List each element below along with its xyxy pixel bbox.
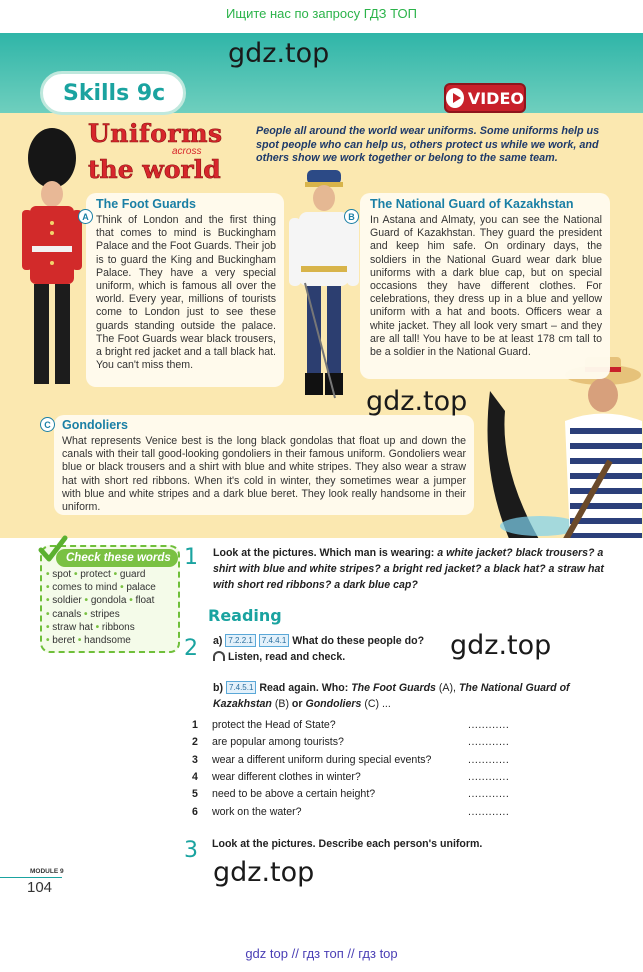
card-title-national-guard: The National Guard of Kazakhstan: [370, 197, 574, 211]
bullet-icon: •: [95, 621, 102, 633]
bullet-icon: •: [77, 635, 85, 647]
task-2b-text: Read again. Who:: [259, 682, 349, 694]
top-banner[interactable]: Ищите нас по запросу ГДЗ ТОП: [226, 6, 417, 21]
answer-blank[interactable]: ............: [468, 736, 510, 749]
question-number: 5: [192, 788, 198, 801]
standard-badge: 7.2.2.1: [225, 634, 255, 647]
task-2b-letter-b: (B): [274, 698, 289, 710]
question-text: work on the water?: [212, 805, 302, 818]
letter-b-badge: B: [344, 209, 359, 224]
question-text: protect the Head of State?: [212, 719, 336, 731]
answer-blank[interactable]: ............: [468, 753, 510, 766]
task-2a: [213, 633, 453, 665]
task-3-number: 3: [184, 838, 198, 863]
watermark-2: gdz.top: [366, 386, 468, 417]
check-word: spot: [52, 569, 72, 580]
headphones-icon[interactable]: [213, 651, 225, 661]
title-across: across: [172, 146, 202, 157]
bullet-icon: •: [46, 595, 53, 607]
intro-text: People all around the world wear uniforms. Some uniforms help us spot people who can help us, others protect us while we work, and others show we work together or belong to the same team.: [256, 125, 600, 164]
task-1-lead: Look at the pictures. Which man is wearing:: [213, 547, 435, 559]
check-words-row: [46, 594, 180, 607]
task-2b-or: or: [291, 698, 303, 710]
check-words-row: [46, 581, 180, 594]
check-word: comes to mind: [52, 582, 118, 594]
gondolier-image: [470, 351, 643, 538]
task-2b-label: b): [213, 682, 223, 694]
question-row: [192, 788, 522, 805]
watermark-3: gdz.top: [450, 630, 552, 661]
question-row: [192, 806, 522, 823]
check-word: stripes: [90, 608, 120, 620]
check-words-row: [46, 608, 180, 621]
hero-section: [0, 33, 643, 538]
task-2b-option-c: Gondoliers: [305, 698, 362, 710]
watermark-1: gdz.top: [228, 38, 330, 69]
bullet-icon: •: [46, 569, 53, 580]
question-text: wear a different uniform during special events?: [212, 753, 432, 766]
card-title-foot-guards: The Foot Guards: [96, 197, 196, 211]
bullet-icon: •: [113, 569, 120, 580]
video-label: VIDEO: [467, 88, 524, 108]
question-row: [192, 736, 522, 753]
check-word: protect: [80, 569, 111, 580]
answer-blank[interactable]: ............: [468, 788, 510, 801]
question-number: 2: [192, 736, 198, 749]
question-number: 1: [192, 719, 198, 731]
question-number: 3: [192, 753, 198, 766]
question-number: 4: [192, 770, 198, 783]
check-word: soldier: [52, 595, 82, 607]
card-text-gondoliers: What represents Venice best is the long black gondolas that float up and down the canals with their tall good-looking gondoliers in their famous uniform. Gondoliers wear blue or black trousers and a shirt with blue and white stripes. They also wear a straw hat with short red ribbons. When it's cold in winter, they sometimes wear a jumper with blue and white stripes and a dark blue beret. They look really handsome in their uniform.: [62, 435, 466, 514]
task-2b-letter-a: (A),: [438, 682, 456, 694]
foot-guard-image: [10, 128, 90, 398]
task-2a-text: What do these people do?: [292, 635, 425, 647]
check-words-title: Check these words: [56, 549, 178, 567]
check-word: float: [135, 595, 155, 607]
check-word: gondola: [90, 595, 127, 607]
task-3-text: Look at the pictures. Describe each person's uniform.: [212, 838, 483, 850]
check-words-row: [46, 634, 180, 647]
standard-badge: 7.4.4.1: [259, 634, 289, 647]
check-word: canals: [52, 608, 82, 620]
title-line-1: Uniforms: [88, 119, 223, 148]
answer-blank[interactable]: ............: [468, 805, 510, 818]
check-words-row: [46, 568, 180, 581]
task-2b-letter-c: (C) ...: [364, 698, 391, 710]
check-word: straw hat: [52, 621, 93, 633]
skills-badge: [40, 71, 186, 115]
checkmark-icon: [38, 535, 68, 563]
check-word: palace: [126, 582, 156, 594]
check-word: handsome: [84, 635, 131, 647]
bullet-icon: •: [84, 595, 91, 607]
card-gondoliers: [54, 415, 474, 515]
bullet-icon: •: [73, 569, 81, 580]
task-2b: [213, 680, 613, 712]
check-word: guard: [119, 569, 146, 580]
card-text-national-guard: In Astana and Almaty, you can see the National Guard of Kazakhstan. They guard the president and keep him safe. On ordinary days, the soldiers in the National Guard wear dark blue uniforms with a dark blue cap, but on special occasions they have different clothes. For celebrations, they dress up in a blue and yellow uniform with a hat and boots. Officers wear a white jacket. They all look very smart – and they are all tall! You have to be at least 178 cm tall to be a soldier in the National Guard.: [370, 214, 602, 359]
watermark-4: gdz.top: [213, 857, 315, 888]
question-row: [192, 719, 522, 736]
play-icon: [446, 88, 464, 108]
skills-label: Skills 9c: [63, 80, 166, 106]
national-guard-image: [285, 168, 363, 400]
check-words-list: [46, 568, 180, 647]
reading-heading: Reading: [208, 606, 282, 625]
answer-blank[interactable]: ............: [468, 719, 510, 731]
standard-badge: 7.4.5.1: [226, 681, 256, 694]
bullet-icon: •: [129, 595, 136, 607]
card-foot-guards: [86, 193, 284, 387]
card-national-guard: [360, 193, 610, 379]
bullet-icon: •: [46, 635, 53, 647]
question-number: 6: [192, 805, 198, 818]
module-divider: [0, 877, 62, 878]
bullet-icon: •: [120, 582, 127, 594]
task-2b-option-b: The National Guard of Kazakhstan: [213, 682, 570, 710]
answer-blank[interactable]: ............: [468, 770, 510, 783]
module-label: MODULE 9: [30, 868, 64, 875]
bullet-icon: •: [46, 582, 53, 594]
task-2a-text2: Listen, read and check.: [228, 651, 346, 663]
title-line-2: the world: [88, 155, 221, 184]
task-2b-option-a: The Foot Guards: [351, 682, 436, 694]
task-2a-label: a): [213, 635, 223, 647]
letter-a-badge: A: [78, 209, 93, 224]
question-row: [192, 771, 522, 788]
video-button[interactable]: [444, 83, 526, 113]
bullet-icon: •: [83, 608, 91, 620]
task-1-number: 1: [184, 545, 198, 570]
question-text: need to be above a certain height?: [212, 788, 376, 801]
card-title-gondoliers: Gondoliers: [62, 418, 128, 432]
bullet-icon: •: [46, 621, 53, 633]
task-1-items: a white jacket? black trousers? a shirt with blue and white stripes? a bright red jacket? a black hat? a straw hat with short red ribbons? a dark blue cap?: [213, 547, 604, 591]
check-words-row: [46, 621, 180, 634]
question-text: wear different clothes in winter?: [212, 770, 361, 783]
letter-c-badge: C: [40, 417, 55, 432]
task-2-number: 2: [184, 636, 198, 661]
question-row: [192, 754, 522, 771]
page-number: 104: [27, 879, 53, 896]
check-word: ribbons: [101, 621, 135, 633]
bottom-links[interactable]: gdz top // гдз топ // гдз top: [245, 946, 398, 961]
card-text-foot-guards: Think of London and the first thing that comes to mind is Buckingham Palace and the Foot Guards. Their job is to guard the King and Buckingham Palace. They have a very special uniform, which is famous all over the world. Every year, millions of tourists come to London just to see these guards standing outside the palace. The Foot Guards wear black trousers, a bright red jacket and a tall black hat. You can't miss them.: [96, 214, 276, 372]
question-text: are popular among tourists?: [212, 736, 344, 749]
check-word: beret: [52, 635, 76, 647]
task-1-text: [213, 545, 613, 593]
bullet-icon: •: [46, 608, 53, 620]
